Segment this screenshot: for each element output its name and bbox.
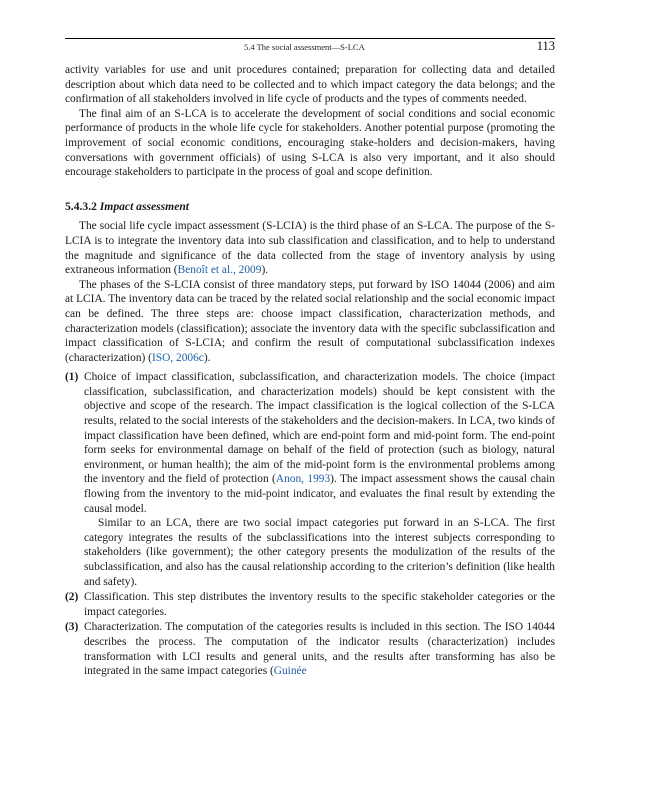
paragraph-4-text: The phases of the S-LCIA consist of three mandatory steps, put forward by ISO 14044 (2006) and aim at LCIA. The inventory data can be traced by the related social relationship and the social economic impact can be defined. The three steps are: choose impact classification, characterization methods, and characterization models (classification); associate the inventory data with the specific subclassification and impact classification of S-LCIA; and confirm the result of computational subclassification indexes (characterization) ( xyxy=(65,278,555,364)
list-item-3-text xyxy=(84,620,555,678)
list-number-2: (2) xyxy=(65,591,79,604)
paragraph-3-text: The social life cycle impact assessment (S-LCIA) is the third phase of an S-LCA. The purpose of the S-LCIA is to integrate the inventory data into sub classification and classification, and to help to understand the magnitude and significance of the data collected from the stage of inventory analysis by using extraneous information ( xyxy=(65,220,555,277)
list-item-3-body: Characterization. The computation of the categories results is included in this section. The ISO 14044 describes the process. The computation of the indicator results (characterization) includes transformation with LCI results and general units, and the results after transforming has also be integrated in the same impact categories ( xyxy=(84,621,555,678)
citation-benoit[interactable]: Benoît et al., 2009 xyxy=(177,264,262,277)
list-item-1-subparagraph: Similar to an LCA, there are two social impact categories put forward in an S-LCA. The first category integrates the results of the subclassifications into the interest subjects corresponding to stakeholders (like government); the other category presents the modulization of the results of the subclassification, and also has the causal relationship according to the criterion’s definition (like health and safety). xyxy=(84,517,555,588)
list-number-3: (3) xyxy=(65,621,79,634)
citation-anon[interactable]: Anon, 1993 xyxy=(275,473,331,486)
list-number-1: (1) xyxy=(65,371,79,384)
paragraph-4 xyxy=(65,278,555,366)
list-item-1-body-end: ). The impact assessment shows the causal chain flowing from the inventory to the mid-point indicator, and evaluates the final result by extending the causal model. xyxy=(84,473,556,515)
page-body xyxy=(65,63,555,680)
header-rule xyxy=(65,38,555,39)
steps-list xyxy=(65,370,555,678)
paragraph-1: activity variables for use and unit procedures contained; preparation for collecting data and detailed description about which data need to be collected and to which impact category the data belongs; and the confirmation of all stakeholders involved in life cycle of products and the types of comments needed. xyxy=(65,64,555,106)
citation-guinee[interactable]: Guinée xyxy=(273,665,307,678)
section-title: Impact assessment xyxy=(99,199,190,213)
page-number: 113 xyxy=(536,39,555,53)
paragraph-3-end: ). xyxy=(261,264,269,277)
citation-iso[interactable]: ISO, 2006c xyxy=(151,351,204,364)
list-item-1-body: Choice of impact classification, subclassification, and characterization models. The choice (impact classification, subclassification, and characterization models) should be kept consistent with the objective and scope of the research. The impact classification is the logical collection of the S-LCA results, related to the social interests of the stakeholders and the decision-makers. In LCA, two kinds of impact classification have been defined, which are end-point form and mid-point form. The end-point form seeks for environmental damage on behalf of the field of protection (such as biology, natural environment, or human health); the aim of the mid-point form is the environmental problems among the inventory and the field of protection ( xyxy=(84,371,556,486)
paragraph-2: The final aim of an S-LCA is to accelerate the development of social conditions and social economic performance of products in the whole life cycle for stakeholders. Another potential purpose (promoting the improvement of social economic conditions, encouraging stake-holders and decision-makers, having conversations with government officials) of using S-LCA is also very important, and it also should encourage stakeholders to participate in the process of goal and scope definition. xyxy=(65,107,555,179)
section-number: 5.4.3.2 xyxy=(65,199,97,213)
paragraph-3 xyxy=(65,219,555,277)
list-item-1 xyxy=(65,370,555,589)
list-item-2-text: Classification. This step distributes the inventory results to the specific stakeholder categories or the impact categories. xyxy=(84,591,555,618)
section-heading xyxy=(65,200,555,215)
paragraph-4-end: ). xyxy=(203,351,211,364)
list-item-3 xyxy=(65,620,555,678)
running-head: 5.4 The social assessment—S-LCA xyxy=(244,42,365,52)
list-item-2 xyxy=(65,590,555,619)
list-item-1-text xyxy=(84,370,555,516)
